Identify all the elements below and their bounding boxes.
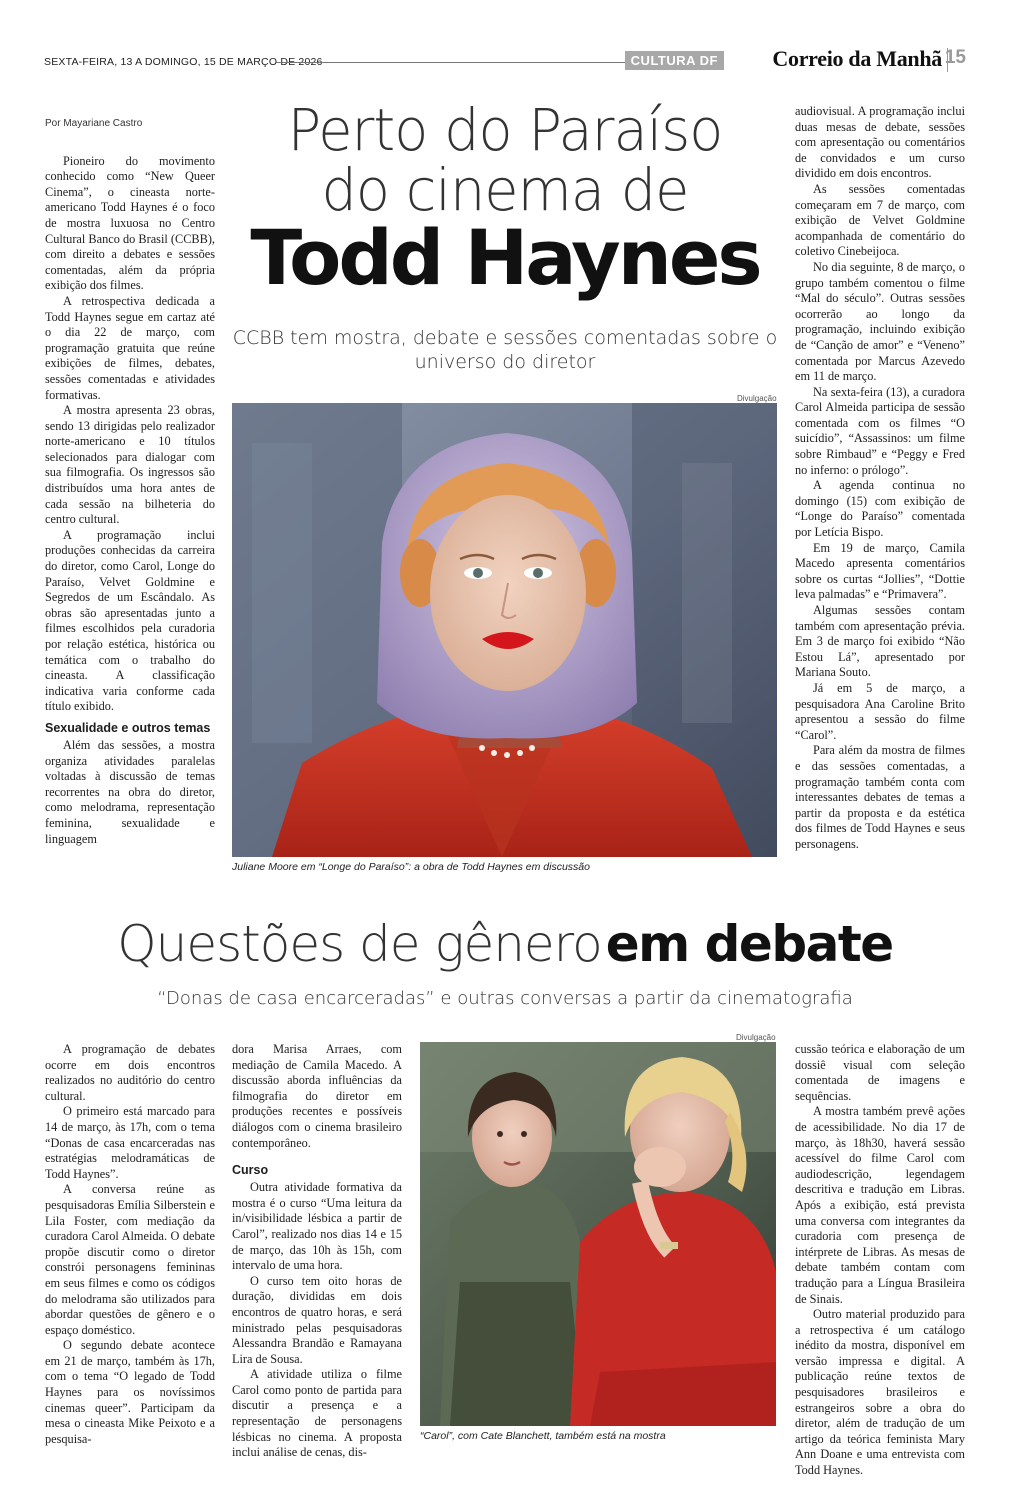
- headline-light: Questões de gênero: [117, 915, 602, 973]
- article1-headline: [230, 96, 780, 302]
- photo2-caption: “Carol”, com Cate Blanchett, também está na mostra: [420, 1430, 666, 1442]
- paragraph: O primeiro está marcado para 14 de março, às 17h, com o tema “Donas de casa encarceradas nas estratégias melodramáticas de Todd Haynes”.: [45, 1104, 215, 1181]
- article1-subhead: CCBB tem mostra, debate e sessões comentadas sobre o universo do diretor: [232, 327, 778, 373]
- photo-carol: [420, 1042, 776, 1426]
- headline-line-2: do cinema de: [321, 156, 689, 224]
- photo1-caption: Juliane Moore em “Longe do Paraíso”: a obra de Todd Haynes em discussão: [232, 861, 590, 873]
- photo-julianne-moore: [232, 403, 777, 857]
- paragraph: Algumas sessões contam também com apresentação prévia. Em 3 de março foi exibido “Não Estou Lá”, apresentado por Mariana Souto.: [795, 603, 965, 680]
- paragraph: Outro material produzido para a retrospectiva é um catálogo inédito da mostra, disponível em versão impressa e digital. A publicação reúne textos de pesquisadores brasileiros e estrangeiros sobre a obra do diretor, além de tradução de um artigo da teórica feminista Mary Ann Doane e uma entrevista com Todd Haynes.: [795, 1307, 965, 1478]
- headline-line-3: Todd Haynes: [250, 213, 760, 302]
- paragraph: A conversa reúne as pesquisadoras Emília Silberstein e Lila Foster, com mediação da curadora Carol Almeida. O debate propõe discutir como o diretor constrói personagens femininas em seus filmes e como os códigos do melodrama são utilizados para abordar questões de gênero e o espaço doméstico.: [45, 1182, 215, 1337]
- paragraph: Além das sessões, a mostra organiza atividades paralelas voltadas à discussão de temas recorrentes na obra do diretor, como melodrama, representação feminina, sexualidade e linguagem: [45, 737, 215, 846]
- paragraph: A programação de debates ocorre em dois encontros realizados no auditório do centro cultural.: [45, 1042, 215, 1103]
- paragraph: O curso tem oito horas de duração, divididas em dois encontros de quatro horas, e será ministrado pelas pesquisadoras Alessandra Brandão e Ramayana Lira de Sousa.: [232, 1273, 402, 1366]
- paragraph: A atividade utiliza o filme Carol como ponto de partida para discutir a presença e a representação de personagens lésbicas no cinema. A proposta inclui análise de cenas, dis-: [232, 1367, 402, 1460]
- paragraph: Pioneiro do movimento conhecido como “New Queer Cinema”, o cineasta norte-americano Todd Haynes é o foco de mostra luxuosa no Centro Cultural Banco do Brasil (CCBB), com direito a debates e sessões comentadas, além da própria exibição dos filmes.: [45, 153, 215, 293]
- article2-column-3: [795, 1042, 965, 1479]
- paragraph: cussão teórica e elaboração de um dossiê visual com seleção comentada de imagens e sequências.: [795, 1042, 965, 1103]
- paragraph: audiovisual. A programação inclui duas mesas de debate, sessões com apresentação ou comentários de convidados e um curso dividido em dois encontros.: [795, 104, 965, 181]
- paragraph: As sessões comentadas começaram em 7 de março, com exibição de Velvet Goldmine acompanhada de comentário do coletivo Cinebeijoca.: [795, 181, 965, 259]
- paragraph: dora Marisa Arraes, com mediação de Camila Macedo. A discussão aborda influências da filmografia do diretor em produções recentes e possíveis diálogos com o cinema brasileiro contemporâneo.: [232, 1042, 402, 1150]
- article2-column-2: [232, 1042, 402, 1461]
- paragraph: Para além da mostra de filmes e das sessões comentadas, a programação também conta com interessantes debates de temas a partir da proposta e da estética dos filmes de Todd Haynes e seus personagens.: [795, 743, 965, 851]
- paragraph: A programação inclui produções conhecidas da carreira do diretor, como Carol, Longe do Paraíso, Velvet Goldmine e Segredos de um Escândalo. As obras são apresentadas junto a filmes escolhidos pela curadoria por relação estética, histórica ou temática com o trabalho do cineasta. A classificação indicativa varia conforme cada título exibido.: [45, 527, 215, 714]
- paragraph: A retrospectiva dedicada a Todd Haynes segue em cartaz até o dia 22 de março, com programação gratuita que reúne exibições de filmes, debates, sessões comentadas e atividades formativas.: [45, 293, 215, 402]
- newspaper-brand: Correio da Manhã: [772, 46, 942, 71]
- paragraph: O segundo debate acontece em 21 de março, também às 17h, com o tema “O legado de Todd Haynes para os novíssimos cinemas queer”. Participam da mesa o cineasta Mike Peixoto e a pesquisa-: [45, 1338, 215, 1446]
- paragraph: Outra atividade formativa da mostra é o curso “Uma leitura da in/visibilidade lésbica a partir de Carol”, realizado nos dias 14 e 15 de março, das 10h às 15h, com intervalo de uma hora.: [232, 1180, 402, 1273]
- headline-line-1: Perto do Paraíso: [287, 96, 723, 164]
- article1-column-1: [45, 116, 215, 847]
- paragraph: Já em 5 de março, a pesquisadora Ana Caroline Brito apresentou a sessão do filme “Carol”.: [795, 680, 965, 742]
- headline-bold: em debate: [605, 915, 893, 973]
- article2-subhead: “Donas de casa encarceradas” e outras conversas a partir da cinematografia: [157, 988, 853, 1009]
- paragraph: No dia seguinte, 8 de março, o grupo também comentou o filme “Mal do século”. Outras sessões ocorrerão ao longo da programação, incluindo exibição de “Canção de amor” e “Veneno” comentada por Marcus Azevedo em 11 de março.: [795, 259, 965, 384]
- header-rule: [276, 62, 628, 63]
- photo1-credit: Divulgação: [737, 394, 777, 403]
- paragraph: A agenda continua no domingo (15) com exibição de “Longe do Paraíso” comentada por Letícia Bispo.: [795, 478, 965, 540]
- article1-column-3: [795, 104, 965, 853]
- page-header: [44, 48, 966, 74]
- section-subhead: Curso: [232, 1163, 269, 1178]
- byline: Por Mayariane Castro: [45, 118, 143, 129]
- article2-headline: [44, 915, 966, 973]
- photo2-credit: Divulgação: [736, 1033, 776, 1042]
- paragraph: A mostra apresenta 23 obras, sendo 13 dirigidas pelo realizador norte-americano e 10 títulos selecionados para dialogar com sua filmografia. Os ingressos são distribuídos uma hora antes de cada sessão na bilheteria do centro cultural.: [45, 403, 215, 527]
- paragraph: Na sexta-feira (13), a curadora Carol Almeida participa de sessão comentada com os filmes “O suicídio”, “Assassinos: um filme sobre Rimbaud” e “Peggy e Fred no inferno: o prólogo”.: [795, 384, 965, 477]
- paragraph: Em 19 de março, Camila Macedo apresenta comentários sobre os curtas “Jollies”, “Dottie leva palmadas” e “Primavera”.: [795, 540, 965, 602]
- edition-date: SEXTA-FEIRA, 13 A DOMINGO, 15 DE MARÇO DE 2026: [44, 56, 323, 68]
- article2-column-1: [45, 1042, 215, 1447]
- section-tag: CULTURA DF: [625, 51, 724, 70]
- paragraph: A mostra também prevê ações de acessibilidade. No dia 17 de março, às 18h30, haverá sessão acessível do filme Carol com audiodescrição, legendagem descritiva e tradução em Libras. Após a exibição, está prevista uma conversa com integrantes da curadoria com presença de intérprete de Libras. As mesas de debate também contam com tradução para a Língua Brasileira de Sinais.: [795, 1104, 965, 1306]
- section-subhead: Sexualidade e outros temas: [45, 720, 211, 735]
- page-number: 15: [944, 47, 966, 68]
